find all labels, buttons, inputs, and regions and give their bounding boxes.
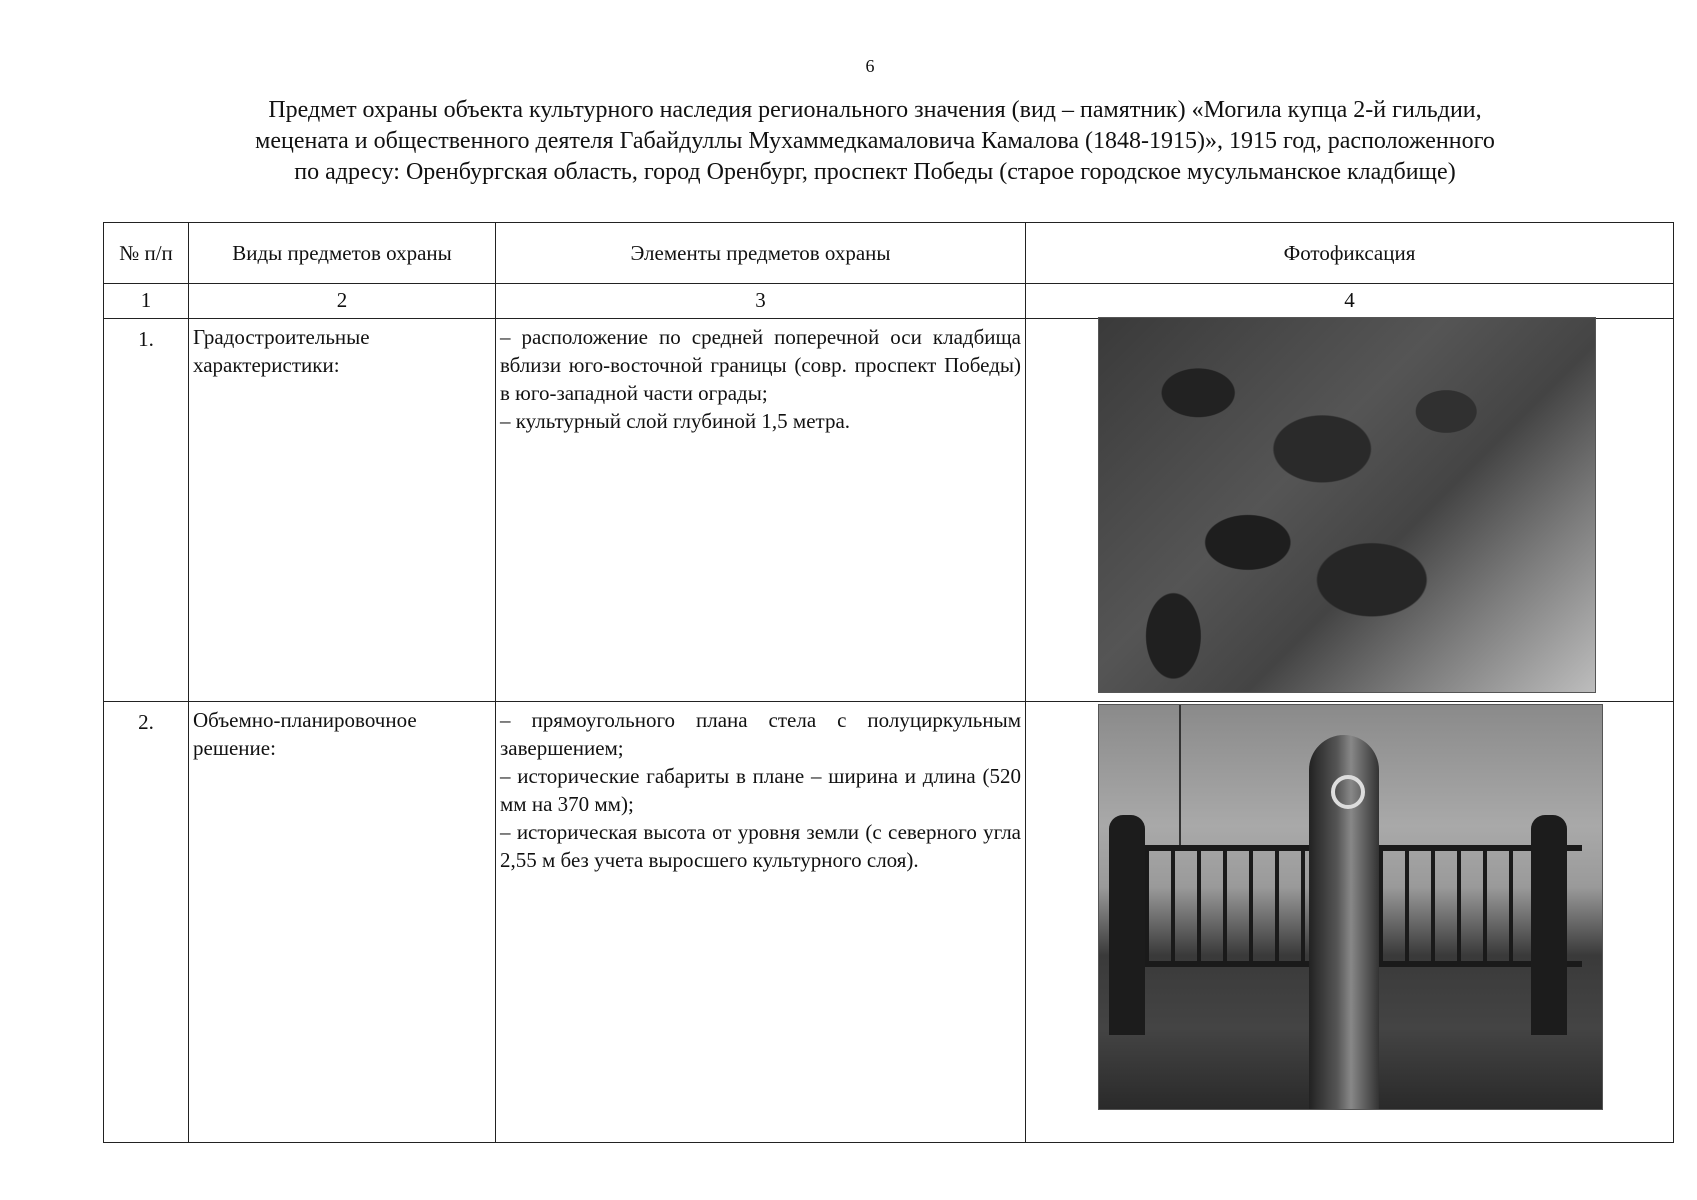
header-types: Виды предметов охраны — [189, 223, 496, 284]
row-number: 2. — [104, 702, 189, 1143]
protection-type: Объемно-планировочное решение: — [189, 702, 496, 1143]
stele-graphic — [1309, 735, 1379, 1109]
header-photo: Фотофиксация — [1026, 223, 1674, 284]
page-number: 6 — [865, 56, 875, 76]
header-no: № п/п — [104, 223, 189, 284]
column-number-row — [104, 284, 1674, 319]
protection-type: Градостроительные характеристики: — [189, 319, 496, 702]
column-number: 2 — [189, 284, 496, 319]
fence-post — [1109, 815, 1145, 1035]
photo-cell — [1026, 319, 1674, 702]
column-number: 1 — [104, 284, 189, 319]
tree-silhouette — [1179, 705, 1181, 845]
document-title — [110, 95, 1640, 188]
header-row — [104, 223, 1674, 284]
protection-table — [103, 222, 1674, 1143]
title-line: мецената и общественного деятеля Габайдуллы Мухаммедкамаловича Камалова (1848-1915)», 1915 год, расположенного — [255, 128, 1495, 154]
photo-cell — [1026, 702, 1674, 1143]
element-item: – культурный слой глубиной 1,5 метра. — [500, 409, 851, 433]
row-number: 1. — [104, 319, 189, 702]
title-line: по адресу: Оренбургская область, город Оренбург, проспект Победы (старое городское мусульманское кладбище) — [294, 159, 1456, 185]
element-item: – исторические габариты в плане – ширина и длина (520 мм на 370 мм); — [500, 764, 1021, 816]
aerial-view-photo — [1098, 317, 1596, 693]
header-elements: Элементы предметов охраны — [496, 223, 1026, 284]
protection-elements — [496, 319, 1026, 702]
element-item: – прямоугольного плана стела с полуциркульным завершением; — [500, 708, 1021, 760]
title-line: Предмет охраны объекта культурного наследия регионального значения (вид – памятник) «Могила купца 2-й гильдии, — [268, 97, 1482, 123]
stele-photo — [1098, 704, 1603, 1110]
table-row — [104, 702, 1674, 1143]
fence-post — [1531, 815, 1567, 1035]
element-item: – историческая высота от уровня земли (с северного угла 2,55 м без учета выросшего культурного слоя). — [500, 820, 1021, 872]
protection-elements — [496, 702, 1026, 1143]
column-number: 4 — [1026, 284, 1674, 319]
table-row — [104, 319, 1674, 702]
element-item: – расположение по средней поперечной оси кладбища вблизи юго-восточной границы (совр. проспект Победы) в юго-западной части ограды; — [500, 325, 1021, 405]
column-number: 3 — [496, 284, 1026, 319]
